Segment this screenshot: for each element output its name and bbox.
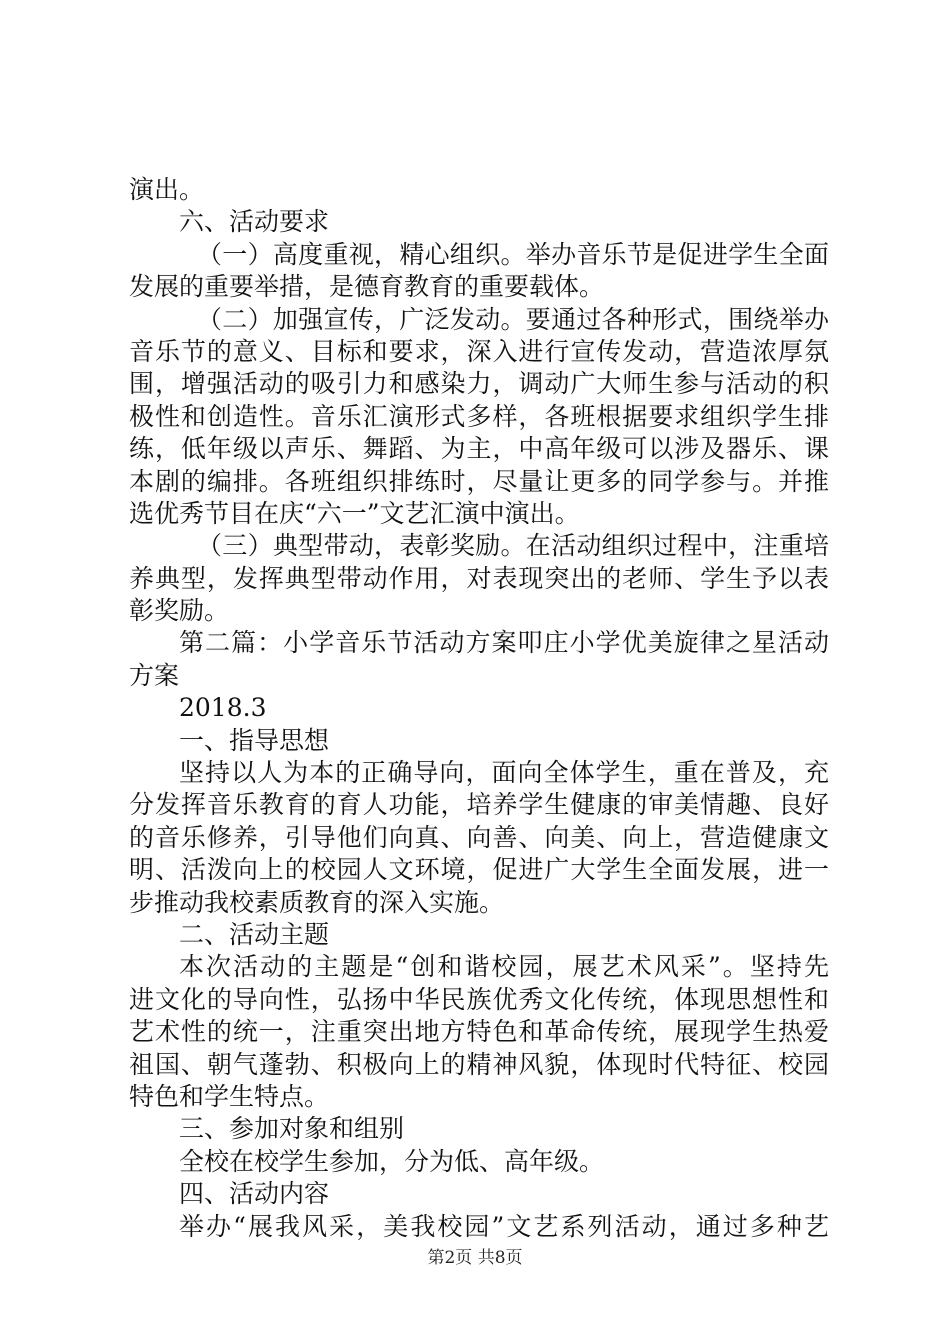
text-line: 四、活动内容 (179, 1179, 330, 1209)
text-line: 养典型，发挥典型带动作用，对表现突出的老师、学生予以表 (129, 563, 829, 593)
document-body (129, 174, 829, 1243)
text-line: 发展的重要举措，是德育教育的重要载体。 (129, 272, 605, 302)
text-line: 本剧的编排。各班组织排练时，尽量让更多的同学参与。并推 (129, 466, 829, 496)
text-line: 明、活泼向上的校园人文环境，促进广大学生全面发展，进一 (129, 855, 829, 885)
text-line: （二）加强宣传，广泛发动。要通过各种形式，围绕举办 (197, 304, 829, 334)
text-line: 艺术性的统一，注重突出地方特色和革命传统，展现学生热爱 (129, 1017, 829, 1047)
text-line: （一）高度重视，精心组织。举办音乐节是促进学生全面 (197, 239, 829, 269)
text-line: 的音乐修养，引导他们向真、向善、向美、向上，营造健康文 (129, 822, 829, 852)
text-line: 音乐节的意义、目标和要求，深入进行宣传发动，营造浓厚氛 (129, 336, 829, 366)
text-line: 祖国、朝气蓬勃、积极向上的精神风貌，体现时代特征、校园 (129, 1049, 829, 1079)
text-line: 全校在校学生参加，分为低、高年级。 (179, 1146, 605, 1176)
text-line: 方案 (129, 660, 180, 690)
text-line: 极性和创造性。音乐汇演形式多样，各班根据要求组织学生排 (129, 401, 829, 431)
text-line: 三、参加对象和组别 (179, 1114, 405, 1144)
text-line: 彰奖励。 (129, 596, 230, 626)
text-line: 二、活动主题 (179, 919, 330, 949)
page-footer: 第2页 共8页 (427, 1248, 523, 1268)
text-line: 六、活动要求 (179, 207, 330, 237)
text-line: 步推动我校素质教育的深入实施。 (129, 887, 505, 917)
text-line: 第二篇：小学音乐节活动方案叩庄小学优美旋律之星活动 (179, 628, 829, 658)
text-line: 进文化的导向性，弘扬中华民族优秀文化传统，体现思想性和 (129, 984, 829, 1014)
text-line: 坚持以人为本的正确导向，面向全体学生，重在普及，充 (179, 758, 829, 788)
text-line: 本次活动的主题是“创和谐校园，展艺术风采”。坚持先 (179, 952, 829, 982)
text-line: 2018.3 (179, 693, 267, 723)
text-line: 举办“展我风采，美我校园”文艺系列活动，通过多种艺 (179, 1211, 829, 1241)
text-line: 分发挥音乐教育的育人功能，培养学生健康的审美情趣、良好 (129, 790, 829, 820)
text-line: 特色和学生特点。 (129, 1081, 330, 1111)
text-line: 练，低年级以声乐、舞蹈、为主，中高年级可以涉及器乐、课 (129, 434, 829, 464)
text-line: 一、指导思想 (179, 725, 330, 755)
text-line: 演出。 (129, 175, 205, 204)
text-line: 选优秀节目在庆“六一”文艺汇演中演出。 (129, 498, 580, 528)
text-line: （三）典型带动，表彰奖励。在活动组织过程中，注重培 (197, 531, 829, 561)
text-line: 围，增强活动的吸引力和感染力，调动广大师生参与活动的积 (129, 369, 829, 399)
